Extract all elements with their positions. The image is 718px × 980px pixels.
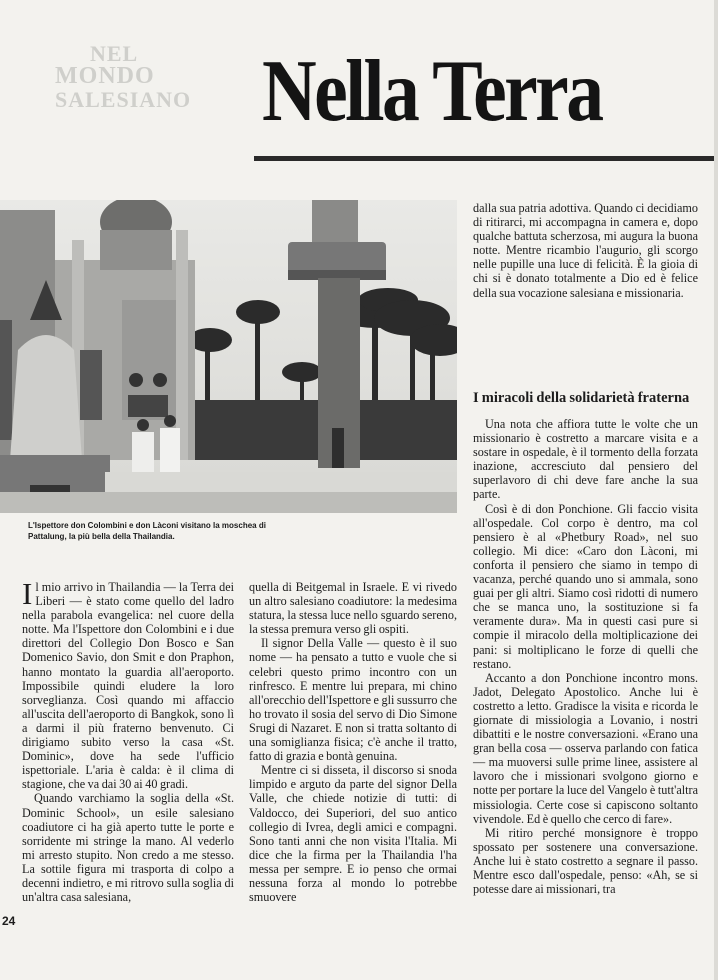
ghost-heading-line: SALESIANO: [55, 87, 192, 112]
text-column-1: [22, 576, 234, 905]
paragraph: Così è di don Ponchione. Gli faccio visita all'ospedale. Col corpo è dentro, ma col pensiero è al «Phetbury Road», nel suo collegio. Mi dice: «Caro don Làconi, mi conforta il pensiero che siamo in tempo di vacanza, perché quando uno si ammala, sono guai per gli altri. Siamo così ridotti di numero che se manca uno, la sostituzione si fa veramente dura». Ma in questi casi pure si compie il miracolo della moltiplicazione dei pani: si moltiplicano le forze di quelli che restano.: [473, 501, 698, 671]
page-number: 24: [2, 914, 16, 928]
paragraph: dalla sua patria adottiva. Quando ci decidiamo di ritirarci, mi accompagna in camera e, dopo qualche battuta scherzosa, mi augura la buona notte. Mentre ricambio l'augurio, gli scorgo nelle pupille una luce di felicità. È la gioia di chi si è donato totalmente a Dio ed è felice della sua vocazione salesiana e missionaria.: [473, 201, 698, 300]
section-heading: I miracoli della solidarietà fraterna: [473, 390, 690, 406]
paragraph: quella di Beitgemal in Israele. E vi rivedo un altro salesiano coadiutore: la medesima statura, la stessa luce nello sguardo sereno, la stessa premura verso gli ospiti.: [249, 580, 457, 637]
page-title: Nella Terra: [262, 43, 602, 140]
title-rule: [254, 156, 718, 161]
mosque-photo-illustration: [0, 200, 457, 513]
photo-caption: L'Ispettore don Colombini e don Làconi visitano la moschea di Pattalung, la più bella della Thailandia.: [28, 521, 266, 541]
mosque-photo: [0, 200, 457, 513]
paragraph-text: l mio arrivo in Thailandia — la Terra dei Liberi — è stato come quello del ladro nella parabola evangelica: nel cuore della notte. Ma l'Ispettore don Colombini e i due direttori del Collegio Don Bosco e San Domenico Savio, don Smit e don Praphon, hanno montato la guardia all'aeroporto. Impossibile quindi eludere la loro sorveglianza. Così quando mi affaccio all'uscita dell'aeroporto di Bangkok, sono lì a darmi il più fraterno benvenuto. Ci dirigiamo subito verso la casa «St. Dominic», dove ha sede l'ufficio ispettoriale. L'aria è calda: è il clima di stagione, che va dai 30 ai 40 gradi.: [22, 580, 234, 792]
text-column-2: [249, 580, 457, 904]
paragraph: Mentre ci si disseta, il discorso si snoda limpido e arguto da parte del signor Della Valle, che chiede notizie di tutti: di Valdocco, dei Superiori, del suo antico collegio di Ivrea, degli amici e compagni. Sono tanti anni che non visita l'Italia. Mi dice che la firma per la Thailandia l'ha messa per sempre. E io penso che ormai nessuna forza al mondo lo potrebbe smuovere: [249, 763, 457, 905]
ghost-heading: [55, 42, 260, 111]
paragraph: Quando varchiamo la soglia della «St. Dominic School», un esile salesiano coadiutore ci ha già aperto tutte le porte e sorridente mi stringe la mano. Al vederlo mi arresto stupito. Non credo a me stesso. La sottile figura mi trasporta di colpo a decenni indietro, e mi ritrovo sulla soglia di un'altra casa salesiana,: [22, 791, 234, 905]
paragraph: [22, 576, 234, 792]
paragraph: Una nota che affiora tutte le volte che un missionario è costretto a marcare visita e a sostare in ospedale, è il tormento della forzata inazione, accresciuto dal pensiero del superlavoro di chi deve fare anche la sua parte.: [473, 417, 698, 502]
drop-cap: I: [22, 576, 33, 611]
paragraph: Il signor Della Valle — questo è il suo nome — ha pensato a tutto e vuole che si celebri questo primo incontro con un rinfresco. E mentre lui prepara, mi chino all'orecchio dell'Ispettore e gli sussurro che ho trovato il sosia del servo di Dio Simone Srugi di Nazaret. E non si tratta soltanto di una somiglianza fisica; c'è anche il tratto, fatto di grazia e bontà genuina.: [249, 636, 457, 764]
page-binding-edge: [714, 0, 718, 980]
text-column-3: [473, 390, 698, 896]
ghost-heading-line: MONDO: [55, 63, 155, 89]
paragraph: Accanto a don Ponchione incontro mons. Jadot, Delegato Apostolico. Anche lui è costretto a letto. Gradisce la visita e ricorda le giornate di missiologia a Lovanio, i nostri dibattiti e le nostre conversazioni. «Erano una gran bella cosa — osserva parlando con fatica — ma muoversi sulle prime linee, assistere al lavoro che i missionari svolgono giorno e notte per portare la luce del Vangelo è tutt'altra missiologia. Certe cose si capiscono soltanto vivendole. Ed è quello che cerco di fare».: [473, 670, 698, 826]
ghost-heading-line: NEL: [90, 41, 139, 66]
text-column-3-top: [473, 201, 698, 300]
paragraph: Mi ritiro perché monsignore è troppo spossato per sostenere una conversazione. Anche lui è stato costretto a segnare il passo. Mentre esco dall'ospedale, penso: «Ah, se si potesse dare ai missionari, tra: [473, 825, 698, 897]
